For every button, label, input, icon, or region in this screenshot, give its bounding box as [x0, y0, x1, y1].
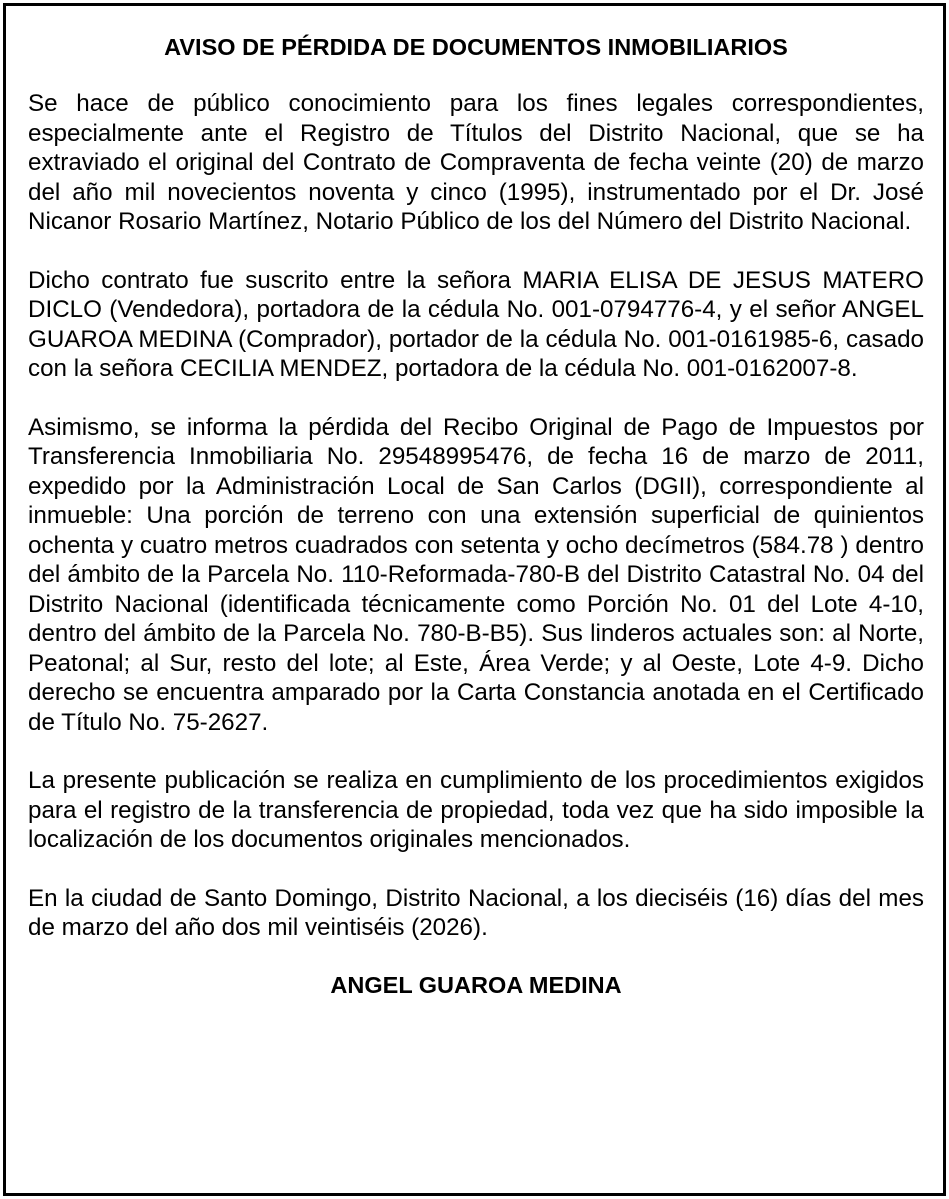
paragraph-tax-receipt: Asimismo, se informa la pérdida del Recibo Original de Pago de Impuestos por Transferencia Inmobiliaria No. 29548995476, de fecha 16 de marzo de 2011, expedido por la Administración Local de San Carlos (DGII), correspondiente al inmueble: Una porción de terreno con una extensión superficial de quinientos ochenta y cuatro metros cuadrados con setenta y ocho decímetros (584.78 ) dentro del ámbito de la Parcela No. 110-Reformada-780-B del Distrito Catastral No. 04 del Distrito Nacional (identificada técnicamente como Porción No. 01 del Lote 4-10, dentro del ámbito de la Parcela No. 780-B-B5). Sus linderos actuales son: al Norte, Peatonal; al Sur, resto del lote; al Este, Área Verde; y al Oeste, Lote 4-9. Dicho derecho se encuentra amparado por la Carta Constancia anotada en el Certificado de Título No. 75-2627. [28, 413, 924, 736]
paragraph-place-date: En la ciudad de Santo Domingo, Distrito Nacional, a los dieciséis (16) días del mes de marzo del año dos mil veintiséis (2026). [28, 884, 924, 941]
paragraph-loss-contract: Se hace de público conocimiento para los fines legales correspondientes, especialmente ante el Registro de Títulos del Distrito Nacional, que se ha extraviado el original del Contrato de Compraventa de fecha veinte (20) de marzo del año mil novecientos noventa y cinco (1995), instrumentado por el Dr. José Nicanor Rosario Martínez, Notario Público de los del Número del Distrito Nacional. [28, 90, 924, 235]
notice-box [3, 3, 946, 1196]
notice-title: AVISO DE PÉRDIDA DE DOCUMENTOS INMOBILIARIOS [164, 34, 788, 60]
paragraph-contract-parties: Dicho contrato fue suscrito entre la señora MARIA ELISA DE JESUS MATERO DICLO (Vendedora), portadora de la cédula No. 001-0794776-4, y el señor ANGEL GUAROA MEDINA (Comprador), portador de la cédula No. 001-0161985-6, casado con la señora CECILIA MENDEZ, portadora de la cédula No. 001-0162007-8. [28, 266, 924, 382]
signature-name: ANGEL GUAROA MEDINA [330, 971, 622, 998]
notice-content [28, 32, 924, 1000]
paragraph-publication-purpose: La presente publicación se realiza en cumplimiento de los procedimientos exigidos para el registro de la transferencia de propiedad, toda vez que ha sido imposible la localización de los documentos originales mencionados. [28, 767, 924, 853]
